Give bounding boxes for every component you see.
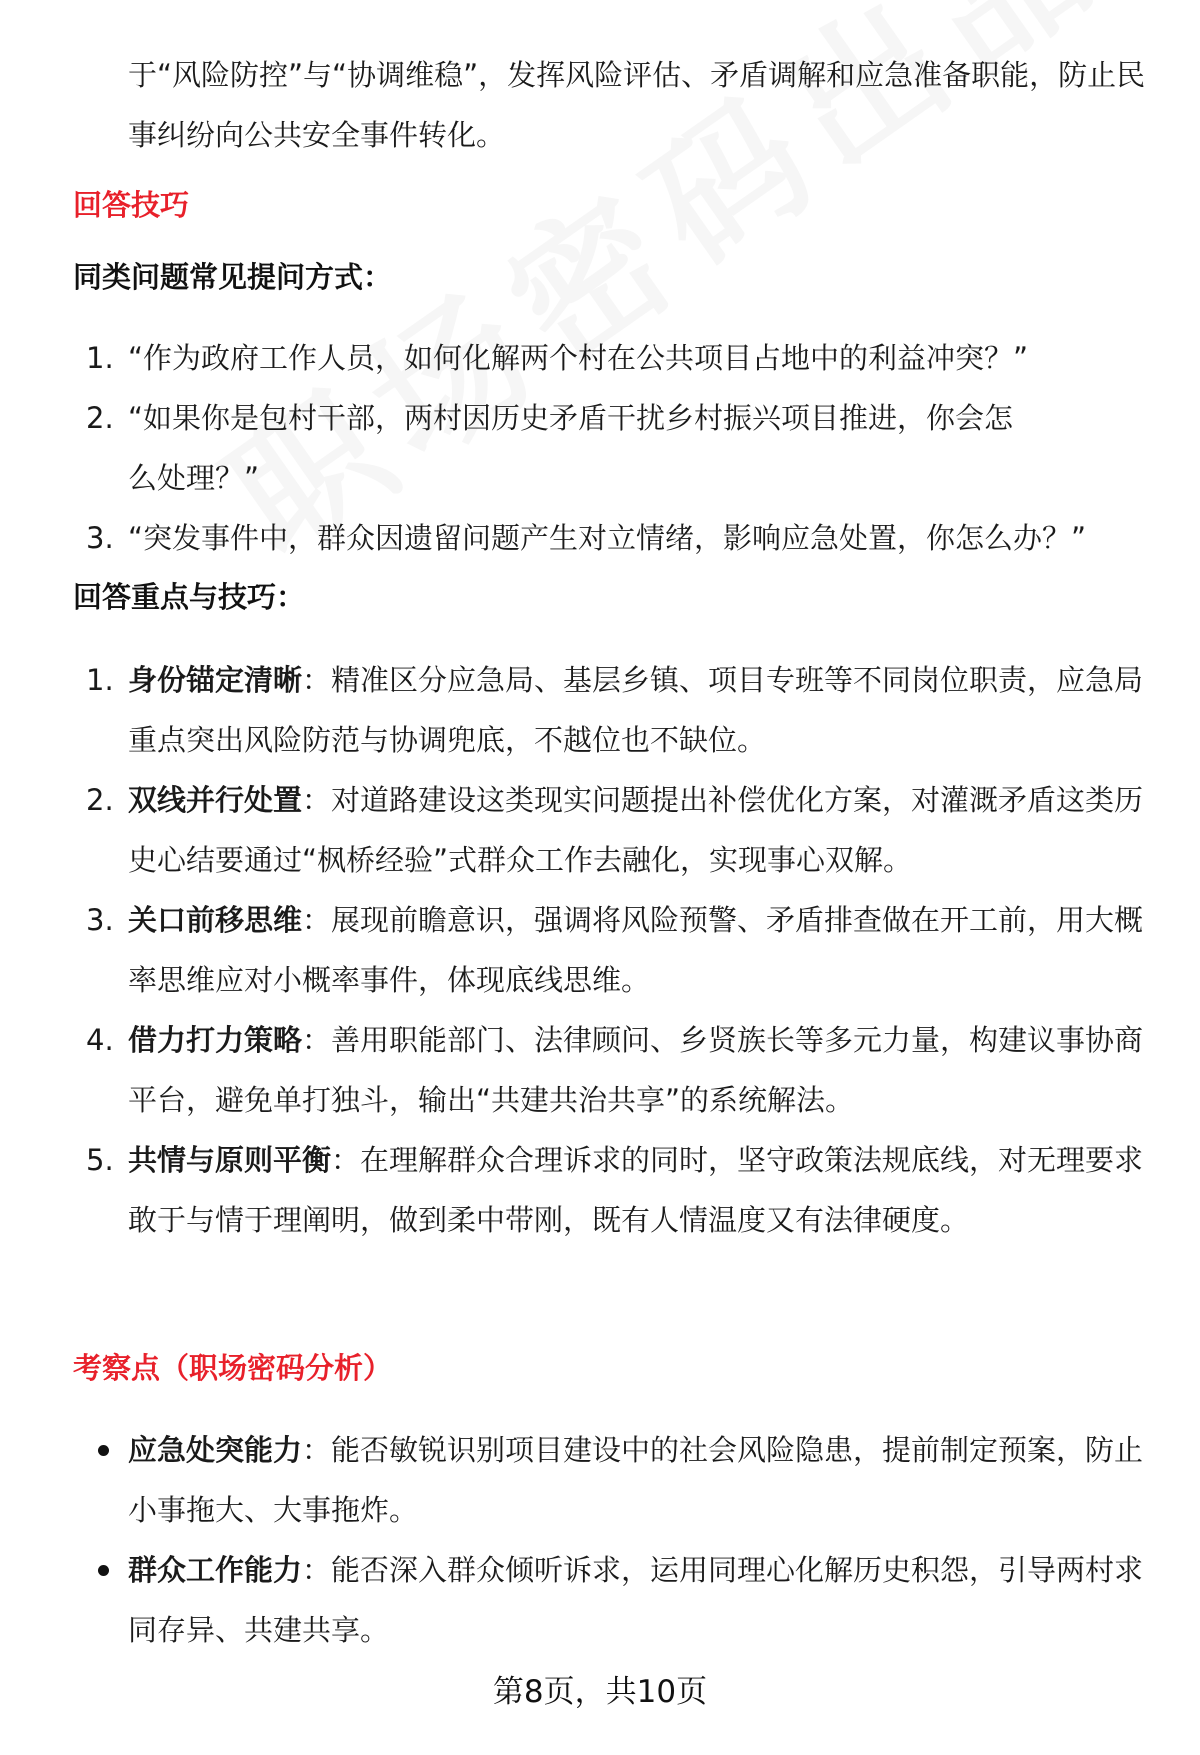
item-text: ：对道路建设这类现实问题提出补偿优化方案，对灌溉矛盾这类历史心结要通过“枫桥经验”式群众工作去融化，实现事心双解。 [128,783,1144,877]
item-text: ：精准区分应急局、基层乡镇、项目专班等不同岗位职责，应急局重点突出风险防范与协调兜底，不越位也不缺位。 [128,663,1144,757]
item-number: 4. [86,1023,114,1057]
list-item [0,650,1200,770]
item-text: ：善用职能部门、法律顾问、乡贤族长等多元力量，构建议事协商平台，避免单打独斗，输出“共建共治共享”的系统解法。 [128,1023,1144,1117]
item-label: 身份锚定清晰 [128,663,303,697]
list-item [0,1540,1200,1660]
list-item [0,890,1200,1010]
list-item [0,328,1200,388]
page-number: 第8页，共10页 [492,1674,708,1710]
section-title-assessment: 考察点（职场密码分析） [73,1351,393,1385]
item-text: “作为政府工作人员，如何化解两个村在公共项目占地中的利益冲突？” [128,341,1029,375]
item-number: 1. [86,663,114,697]
item-number: 2. [86,783,114,817]
item-label: 应急处突能力 [128,1433,303,1467]
item-label: 关口前移思维 [128,903,303,937]
item-number: 3. [86,903,114,937]
item-text: ：能否深入群众倾听诉求，运用同理心化解历史积怨，引导两村求同存异、共建共享。 [128,1553,1144,1647]
list-item [0,388,1200,508]
similar-questions-list [0,328,1200,568]
section-title-tips: 回答技巧 [73,188,190,222]
bullet-icon [98,1445,109,1456]
similar-questions-title: 同类问题常见提问方式： [73,260,393,294]
item-text: ：能否敏锐识别项目建设中的社会风险隐患，提前制定预案，防止小事拖大、大事拖炸。 [128,1433,1144,1527]
list-item [0,508,1200,568]
list-item [0,1420,1200,1540]
item-text: “如果你是包村干部，两村因历史矛盾干扰乡村振兴项目推进，你会怎么处理？” [128,401,1014,495]
item-number: 5. [86,1143,114,1177]
item-number: 3. [86,521,114,555]
item-number: 2. [86,401,114,435]
item-label: 双线并行处置 [128,783,303,817]
item-text: ：在理解群众合理诉求的同时，坚守政策法规底线，对无理要求敢于与情于理阐明，做到柔中带刚，既有人情温度又有法律硬度。 [128,1143,1144,1237]
item-label: 借力打力策略 [128,1023,303,1057]
key-points-title: 回答重点与技巧： [73,580,306,614]
list-item [0,770,1200,890]
item-number: 1. [86,341,114,375]
intro-paragraph: 于“风险防控”与“协调维稳”，发挥风险评估、矛盾调解和应急准备职能，防止民事纠纷向公共安全事件转化。 [128,58,1146,152]
list-item [0,1010,1200,1130]
item-text: ：展现前瞻意识，强调将风险预警、矛盾排查做在开工前，用大概率思维应对小概率事件，体现底线思维。 [128,903,1144,997]
bullet-icon [98,1565,109,1576]
key-points-list [0,650,1200,1250]
item-text: “突发事件中，群众因遗留问题产生对立情绪，影响应急处置，你怎么办？” [128,521,1087,555]
item-label: 共情与原则平衡 [128,1143,332,1177]
assessment-list [0,1420,1200,1660]
item-label: 群众工作能力 [128,1553,303,1587]
list-item [0,1130,1200,1250]
